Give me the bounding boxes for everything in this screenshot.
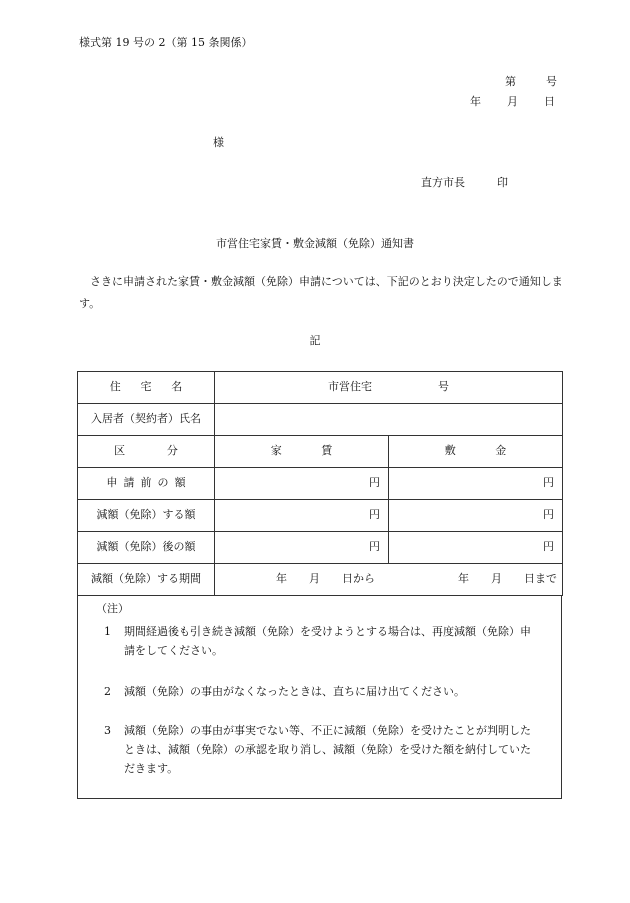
- deposit-label: 敷金: [444, 444, 546, 458]
- after-label-cell: [78, 532, 215, 564]
- yen-unit: 円: [369, 508, 380, 522]
- body-paragraph: [79, 271, 569, 315]
- note-item: [104, 622, 534, 660]
- ki-heading: 記: [309, 334, 321, 347]
- note-text: 減額（免除）の事由が事実でない等、不正に減額（免除）を受けたことが判明したときは、減額（免除）の承認を取り消し、減額（免除）を受けた額を納付していただきます。: [124, 724, 531, 775]
- note-number: 2: [104, 685, 111, 698]
- table-row: [78, 404, 563, 436]
- table-row: [78, 564, 563, 596]
- table-row: [78, 468, 563, 500]
- note-number: 1: [104, 625, 111, 638]
- before-label-cell: [78, 468, 215, 500]
- table-row: [78, 436, 563, 468]
- category-label: 区分: [114, 444, 220, 458]
- date-line: [470, 95, 555, 109]
- category-label-cell: [78, 436, 220, 468]
- issuer: [421, 176, 508, 190]
- issuer-name: 直方市長: [421, 176, 465, 189]
- period-label-cell: [78, 564, 215, 596]
- before-label: 申請前の額: [106, 476, 192, 490]
- details-table: [77, 371, 563, 596]
- before-deposit-cell: [389, 468, 563, 500]
- note-text: 減額（免除）の事由がなくなったときは、直ちに届け出てください。: [124, 685, 465, 698]
- reduce-rent-cell: [215, 500, 389, 532]
- period-value-cell: [215, 564, 563, 596]
- housing-value: 市営住宅 号: [328, 380, 449, 394]
- date-month: 月: [507, 95, 518, 108]
- after-deposit-cell: [389, 532, 563, 564]
- rent-header-cell: [215, 436, 389, 468]
- addressee: 様: [213, 136, 224, 149]
- notes-box: [77, 596, 562, 799]
- seal-mark: 印: [497, 176, 508, 189]
- reduce-label-cell: [78, 500, 215, 532]
- date-year: 年: [470, 95, 481, 108]
- period-label: 減額（免除）する期間: [91, 572, 201, 586]
- table-row: [78, 372, 563, 404]
- period-to: 年 月 日まで: [458, 572, 557, 586]
- yen-unit: 円: [543, 476, 554, 490]
- date-day: 日: [544, 95, 555, 108]
- form-label: 様式第 19 号の 2（第 15 条関係）: [79, 36, 253, 49]
- before-rent-cell: [215, 468, 389, 500]
- notes-heading: （注）: [96, 602, 129, 615]
- deposit-header-cell: [389, 436, 563, 468]
- period-from: 年 月 日から: [276, 572, 375, 586]
- reduce-deposit-cell: [389, 500, 563, 532]
- after-rent-cell: [215, 532, 389, 564]
- table-row: [78, 500, 563, 532]
- rent-label: 家賃: [270, 444, 372, 458]
- housing-value-cell: [215, 372, 563, 404]
- note-text: 期間経過後も引き続き減額（免除）を受けようとする場合は、再度減額（免除）申請をしてください。: [124, 625, 531, 657]
- yen-unit: 円: [543, 508, 554, 522]
- tenant-label: 入居者（契約者）氏名: [91, 412, 201, 426]
- note-item: [104, 721, 534, 778]
- housing-label: 住宅名: [109, 380, 203, 394]
- tenant-label-cell: [78, 404, 215, 436]
- reduce-label: 減額（免除）する額: [96, 508, 196, 522]
- yen-unit: 円: [543, 540, 554, 554]
- yen-unit: 円: [369, 476, 380, 490]
- document-number-line: [505, 75, 557, 89]
- document-title: 市営住宅家賃・敷金減額（免除）通知書: [216, 237, 414, 250]
- after-label: 減額（免除）後の額: [96, 540, 196, 554]
- tenant-name-field: [215, 404, 563, 436]
- table-row: [78, 532, 563, 564]
- number-go: 号: [546, 75, 557, 88]
- note-item: [104, 682, 534, 701]
- housing-label-cell: [78, 372, 215, 404]
- body-text: さきに申請された家賃・敷金減額（免除）申請については、下記のとおり決定したので通知します。: [79, 275, 563, 310]
- note-number: 3: [104, 724, 111, 737]
- yen-unit: 円: [369, 540, 380, 554]
- number-dai: 第: [505, 75, 516, 88]
